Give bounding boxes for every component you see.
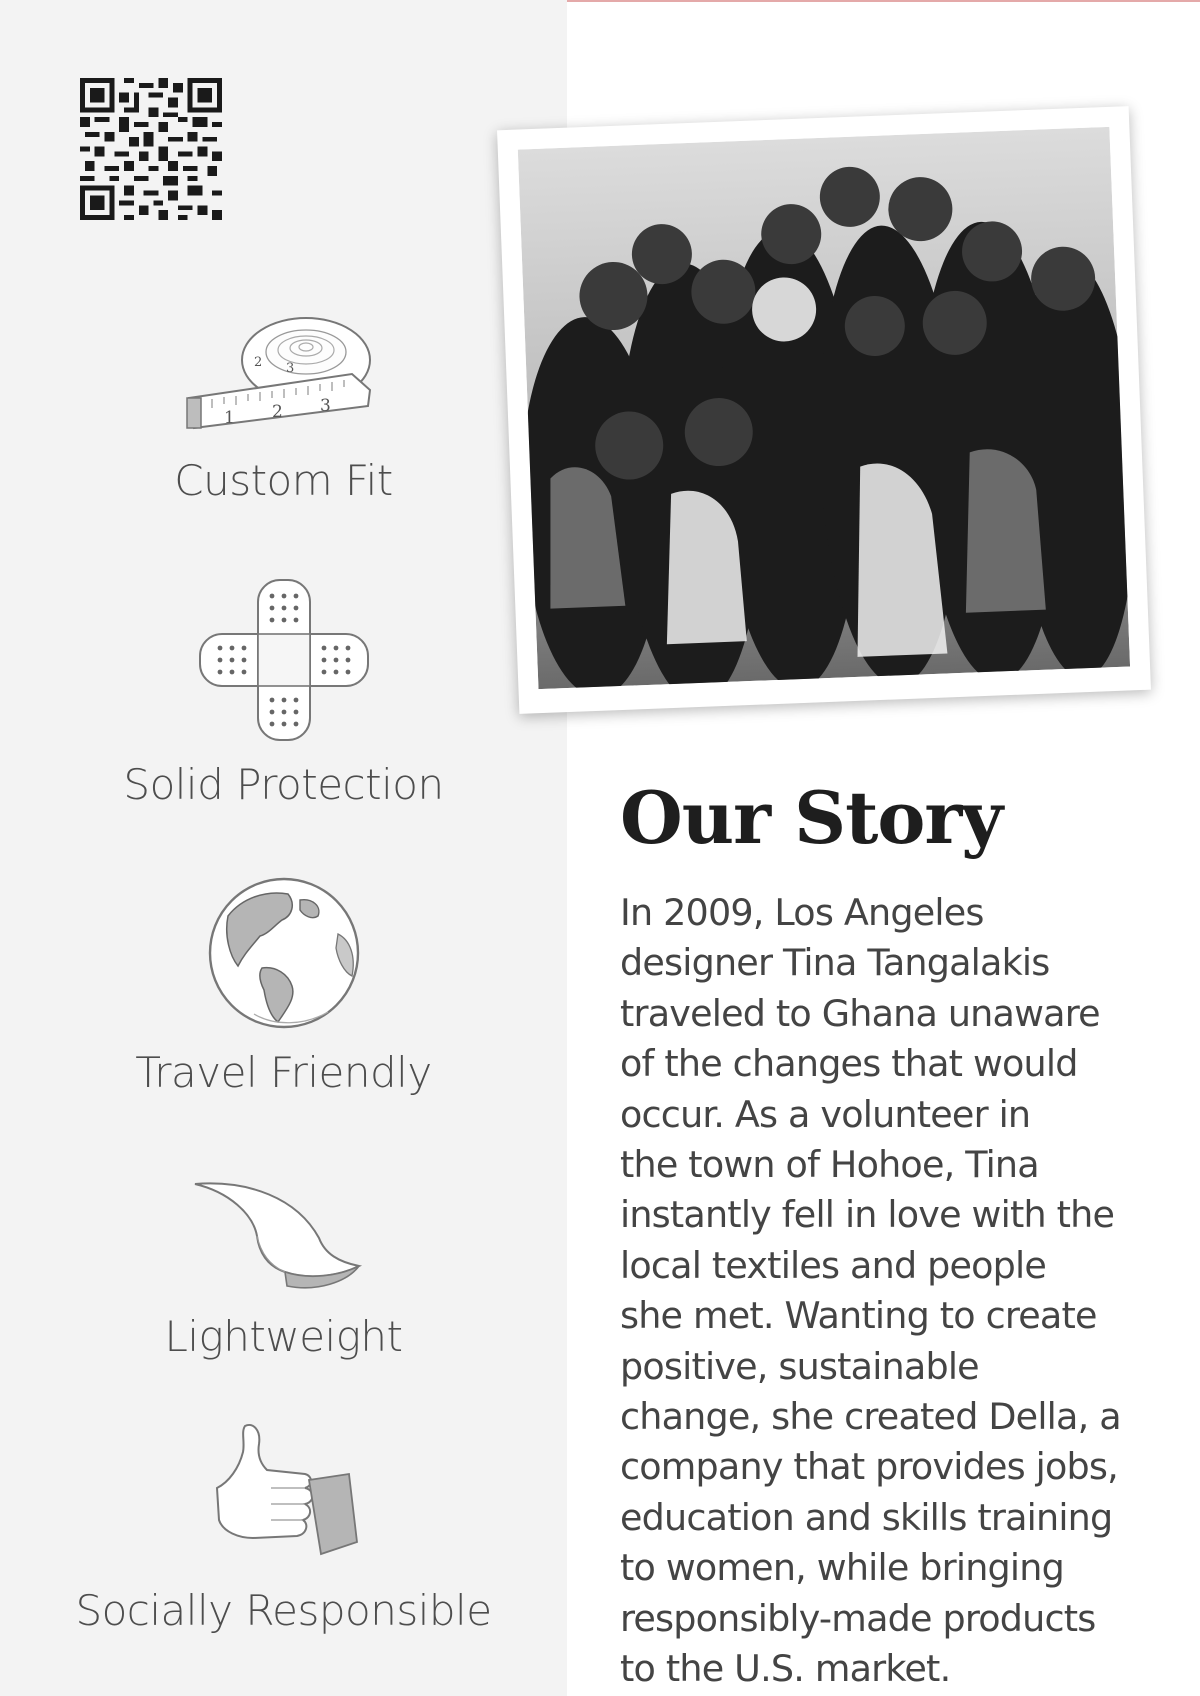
tape-number: 2 <box>253 355 262 370</box>
story-body <box>620 888 1160 1695</box>
story-line: to women, while bringing <box>620 1546 1064 1590</box>
story-line: In 2009, Los Angeles <box>620 891 984 934</box>
story-line: instantly fell in love with the <box>620 1193 1115 1237</box>
feature-label: Travel Friendly <box>135 1048 432 1097</box>
group-photo <box>518 127 1130 689</box>
story-line: responsibly-made products <box>620 1596 1096 1640</box>
qr-code <box>80 78 222 220</box>
story-line: local textiles and people <box>620 1243 1047 1287</box>
story-line: designer Tina Tangalakis <box>620 941 1050 985</box>
feature-label: Lightweight <box>164 1312 403 1361</box>
story-line: change, she created Della, a <box>620 1395 1121 1439</box>
thumbs-up-icon <box>209 1422 359 1568</box>
feature-socially-responsible <box>0 1422 567 1635</box>
globe-icon <box>204 876 364 1030</box>
story-line: company that provides jobs, <box>620 1445 1118 1489</box>
feature-lightweight <box>0 1178 567 1361</box>
feature-solid-protection <box>0 578 567 809</box>
tape-number: 2 <box>271 402 283 422</box>
feature-custom-fit <box>0 312 567 505</box>
sidebar <box>0 0 567 1696</box>
feature-label: Socially Responsible <box>75 1586 492 1635</box>
bandage-icon <box>196 578 372 742</box>
story-line: to the U.S. market. <box>620 1647 951 1691</box>
feature-travel-friendly <box>0 876 567 1097</box>
story-line: positive, sustainable <box>620 1344 979 1388</box>
feather-icon <box>189 1178 379 1294</box>
feature-label: Custom Fit <box>174 456 393 505</box>
story-line: of the changes that would <box>620 1042 1078 1086</box>
feature-label: Solid Protection <box>123 760 444 809</box>
photo-frame <box>497 106 1151 714</box>
tape-number: 1 <box>223 408 235 428</box>
story-line: the town of Hohoe, Tina <box>620 1143 1039 1187</box>
story-line: she met. Wanting to create <box>620 1294 1097 1338</box>
tape-number: 3 <box>319 396 331 416</box>
story-title: Our Story <box>620 775 1003 860</box>
story-line: education and skills training <box>620 1495 1113 1539</box>
story-line: occur. As a volunteer in <box>620 1092 1031 1136</box>
story-line: traveled to Ghana unaware <box>620 991 1100 1035</box>
tape-number: 3 <box>285 361 294 376</box>
tape-measure-icon <box>184 312 384 438</box>
